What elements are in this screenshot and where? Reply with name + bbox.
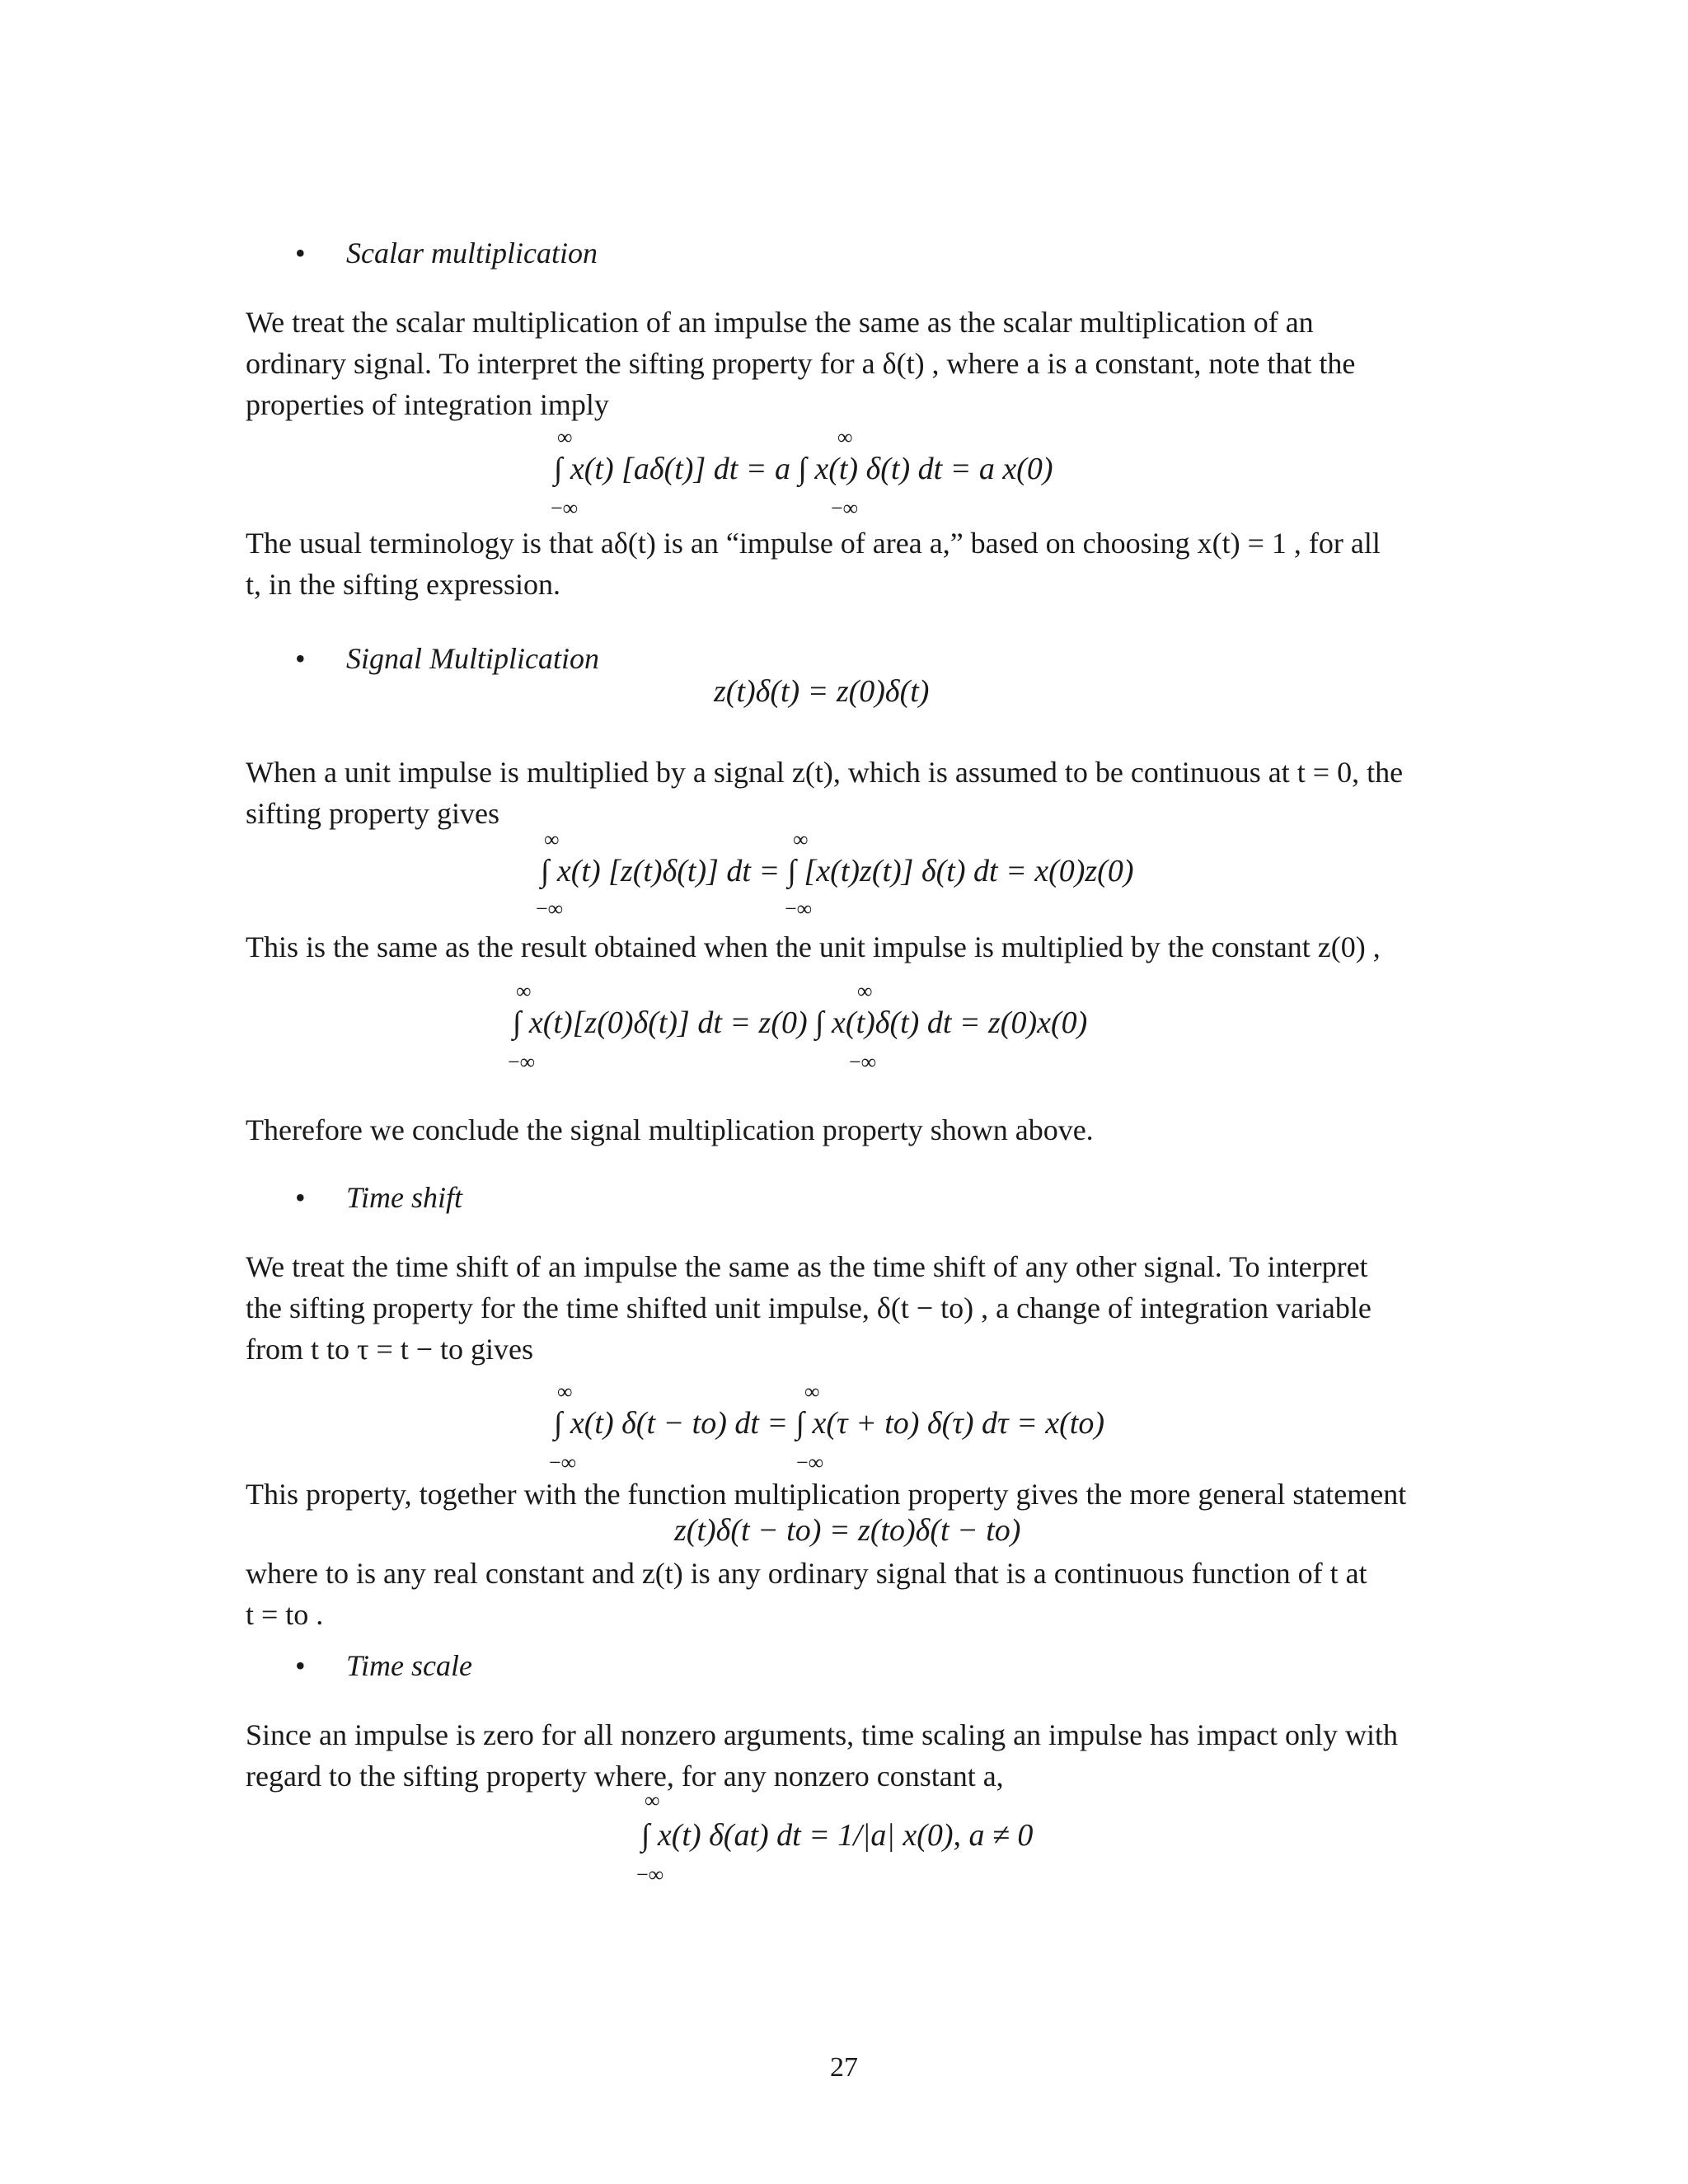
- scalar-paragraph-1: [246, 302, 1449, 425]
- text-line: t, in the sifting expression.: [246, 568, 560, 601]
- signal-paragraph-3: [246, 1109, 1449, 1151]
- integral-upper-limit: ∞: [544, 827, 560, 851]
- integral-upper-limit: ∞: [516, 979, 532, 1003]
- integral-upper-limit: ∞: [793, 827, 809, 851]
- heading-time-shift: Time shift: [346, 1181, 463, 1214]
- text-line: We treat the scalar multiplication of an impulse the same as the scalar multiplication of an: [246, 306, 1314, 339]
- text-line: Since an impulse is zero for all nonzero arguments, time scaling an impulse has impact only with: [246, 1718, 1399, 1751]
- text-line: where to is any real constant and z(t) is any ordinary signal that is a continuous function of t at: [246, 1557, 1367, 1590]
- integral-lower-limit: −∞: [551, 496, 579, 520]
- bullet-dot: •: [295, 642, 306, 675]
- bullet-dot: •: [295, 1649, 306, 1682]
- text-line: This property, together with the function multiplication property gives the more general statement: [246, 1478, 1407, 1511]
- integral-lower-limit: −∞: [796, 1451, 824, 1474]
- page-number: 27: [830, 2052, 858, 2083]
- integral-lower-limit: −∞: [785, 897, 813, 921]
- timescale-paragraph-1: [246, 1714, 1449, 1797]
- heading-signal-multiplication: Signal Multiplication: [346, 642, 599, 675]
- equation-signal-sifting: ∫ x(t) [z(t)δ(t)] dt = ∫ [x(t)z(t)] δ(t) dt = x(0)z(0): [541, 854, 1134, 888]
- equation-signal-constant: ∫ x(t)[z(0)δ(t)] dt = z(0) ∫ x(t)δ(t) dt = z(0)x(0): [513, 1005, 1088, 1040]
- integral-upper-limit: ∞: [645, 1788, 660, 1812]
- text-line: t = to .: [246, 1598, 324, 1631]
- equation-timeshift-general: z(t)δ(t − to) = z(to)δ(t − to): [674, 1513, 1021, 1548]
- text-line: Therefore we conclude the signal multiplication property shown above.: [246, 1113, 1094, 1146]
- text-line: This is the same as the result obtained when the unit impulse is multiplied by the constant z(0) ,: [246, 930, 1381, 963]
- text-line: When a unit impulse is multiplied by a signal z(t), which is assumed to be continuous at t = 0, the: [246, 756, 1404, 789]
- text-line: properties of integration imply: [246, 388, 609, 421]
- integral-upper-limit: ∞: [857, 979, 873, 1003]
- integral-lower-limit: −∞: [536, 897, 564, 921]
- text-line: The usual terminology is that aδ(t) is an “impulse of area a,” based on choosing x(t) = 1 , for all: [246, 527, 1381, 560]
- bullet-dot: •: [295, 1181, 306, 1214]
- text-line: from t to τ = t − to gives: [246, 1333, 534, 1366]
- timeshift-paragraph-3: [246, 1553, 1449, 1635]
- equation-scalar-sifting: ∫ x(t) [aδ(t)] dt = a ∫ x(t) δ(t) dt = a x(0): [554, 452, 1053, 486]
- integral-lower-limit: −∞: [549, 1451, 577, 1474]
- text-line: sifting property gives: [246, 797, 499, 830]
- signal-paragraph-2: [246, 926, 1449, 968]
- integral-upper-limit: ∞: [804, 1380, 820, 1404]
- timeshift-paragraph-1: [246, 1246, 1449, 1370]
- scalar-paragraph-2: [246, 523, 1449, 605]
- text-line: regard to the sifting property where, for any nonzero constant a,: [246, 1760, 1004, 1793]
- text-line: the sifting property for the time shifted unit impulse, δ(t − to) , a change of integration variable: [246, 1291, 1372, 1324]
- heading-time-scale: Time scale: [346, 1649, 472, 1682]
- text-line: We treat the time shift of an impulse the same as the time shift of any other signal. To interpret: [246, 1250, 1368, 1283]
- integral-lower-limit: −∞: [508, 1050, 536, 1074]
- heading-scalar-multiplication: Scalar multiplication: [346, 237, 598, 269]
- equation-timeshift-sifting: ∫ x(t) δ(t − to) dt = ∫ x(τ + to) δ(τ) dτ = x(to): [554, 1406, 1105, 1441]
- integral-upper-limit: ∞: [557, 425, 573, 449]
- integral-lower-limit: −∞: [831, 496, 859, 520]
- integral-upper-limit: ∞: [837, 425, 853, 449]
- integral-lower-limit: −∞: [849, 1050, 877, 1074]
- signal-paragraph-1: [246, 752, 1449, 834]
- equation-timescale-sifting: ∫ x(t) δ(at) dt = 1/|a| x(0), a ≠ 0: [641, 1818, 1034, 1853]
- equation-signal-multiplication: z(t)δ(t) = z(0)δ(t): [714, 674, 930, 709]
- bullet-dot: •: [295, 237, 306, 269]
- integral-upper-limit: ∞: [557, 1380, 573, 1404]
- timeshift-paragraph-2: [246, 1474, 1449, 1515]
- text-line: ordinary signal. To interpret the sifting property for a δ(t) , where a is a constant, note that the: [246, 347, 1356, 380]
- integral-lower-limit: −∞: [636, 1863, 664, 1886]
